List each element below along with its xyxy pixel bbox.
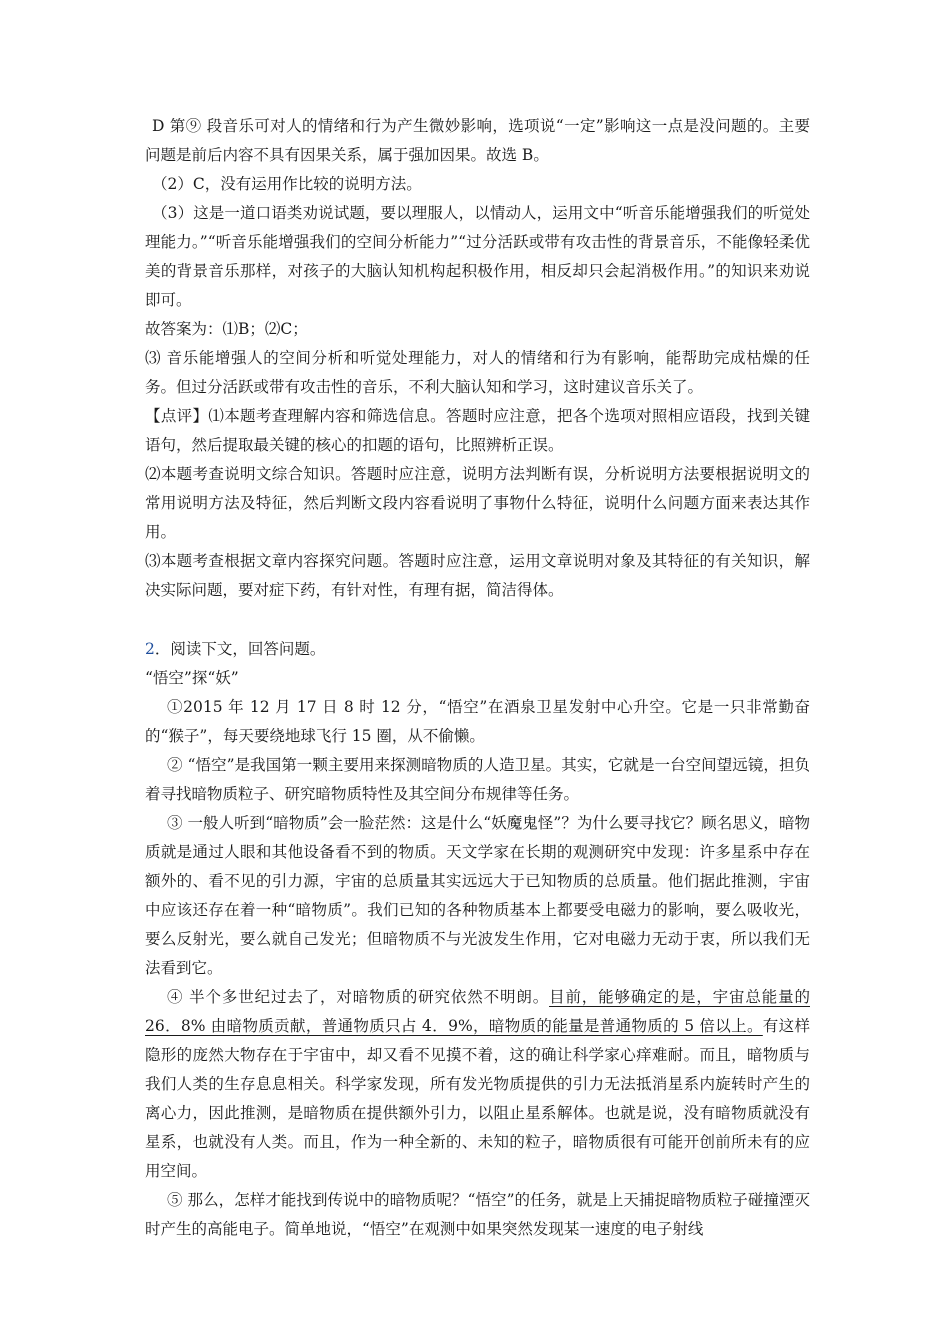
underlined-sentence: 目前，能够确定的是，宇宙总能量的 26．8% 由暗物质贡献，普通物质只占 4．9%，暗物质的能量是普通物质的 5 倍以上。 <box>145 988 810 1035</box>
comment-paragraph-2: ⑵本题考查说明文综合知识。答题时应注意，说明方法判断有误，分析说明方法要根据说明文的常用说明方法及特征，然后判断文段内容看说明了事物什么特征，说明什么问题方面来表达其作用。 <box>145 465 810 541</box>
answer-paragraph-3: （3）这是一道口语类劝说试题，要以理服人，以情动人，运用文中“听音乐能增强我们的听觉处理能力。”“听音乐能增强我们的空间分析能力”“过分活跃或带有攻击性的背景音乐，不能像轻柔优美的背景音乐那样，对孩子的大脑认知机构起积极作用，相反却只会起消极作用。”的知识来劝说即可。 <box>145 204 810 309</box>
question-prompt-text: ．阅读下文，回答问题。 <box>154 640 326 658</box>
answer-paragraph-5: ⑶ 音乐能增强人的空间分析和听觉处理能力，对人的情绪和行为有影响，能帮助完成枯燥的任务。但过分活跃或带有攻击性的音乐，不利大脑认知和学习，这时建议音乐关了。 <box>145 349 810 396</box>
answer-summary: 故答案为：⑴B；⑵C； <box>145 320 308 338</box>
answer-paragraph-2: （2）C，没有运用作比较的说明方法。 <box>152 175 422 193</box>
article-paragraph-1: ①2015 年 12 月 17 日 8 时 12 分，“悟空”在酒泉卫星发射中心升空。它是一只非常勤奋的“猴子”，每天要绕地球飞行 15 圈，从不偷懒。 <box>145 698 810 745</box>
answer-paragraph-1: D 第⑨ 段音乐可对人的情绪和行为产生微妙影响，选项说“一定”影响这一点是没问题的。主要问题是前后内容不具有因果关系，属于强加因果。故选 B。 <box>145 117 810 164</box>
document-page <box>145 112 810 1244</box>
article-paragraph-5: ⑤ 那么，怎样才能找到传说中的暗物质呢？“悟空”的任务，就是上天捕捉暗物质粒子碰撞湮灭时产生的高能电子。简单地说，“悟空”在观测中如果突然发现某一速度的电子射线 <box>145 1191 810 1238</box>
article-title: “悟空”探“妖” <box>145 669 239 687</box>
section-gap <box>145 605 810 635</box>
question-2-prompt <box>145 635 810 664</box>
paragraph-4-rest: 有这样隐形的庞然大物存在于宇宙中，却又看不见摸不着，这的确让科学家心痒难耐。而且，暗物质与我们人类的生存息息相关。科学家发现，所有发光物质提供的引力无法抵消星系内旋转时产生的离心力，因此推测，是暗物质在提供额外引力，以阻止星系解体。也就是说，没有暗物质就没有星系，也就没有人类。而且，作为一种全新的、未知的粒子，暗物质很有可能开创前所未有的应用空间。 <box>145 1017 810 1180</box>
article-paragraph-4 <box>145 983 810 1186</box>
article-paragraph-2: ② “悟空”是我国第一颗主要用来探测暗物质的人造卫星。其实，它就是一台空间望远镜，担负着寻找暗物质粒子、研究暗物质特性及其空间分布规律等任务。 <box>145 756 810 803</box>
comment-paragraph-1: 【点评】⑴本题考查理解内容和筛选信息。答题时应注意，把各个选项对照相应语段，找到关键语句，然后提取最关键的核心的扣题的语句，比照辨析正误。 <box>145 407 810 454</box>
question-number: 2 <box>145 640 155 658</box>
article-paragraph-3: ③ 一般人听到“暗物质”会一脸茫然：这是什么“妖魔鬼怪”？为什么要寻找它？顾名思义，暗物质就是通过人眼和其他设备看不到的物质。天文学家在长期的观测研究中发现：许多星系中存在额外的、看不见的引力源，宇宙的总质量其实远远大于已知物质的总质量。他们据此推测，宇宙中应该还存在着一种“暗物质”。我们已知的各种物质基本上都要受电磁力的影响，要么吸收光，要么反射光，要么就自己发光；但暗物质不与光波发生作用，它对电磁力无动于衷，所以我们无法看到它。 <box>145 814 810 977</box>
comment-paragraph-3: ⑶本题考查根据文章内容探究问题。答题时应注意，运用文章说明对象及其特征的有关知识，解决实际问题，要对症下药，有针对性，有理有据，简洁得体。 <box>145 552 810 599</box>
paragraph-4-intro: ④ 半个多世纪过去了，对暗物质的研究依然不明朗。 <box>167 988 550 1006</box>
